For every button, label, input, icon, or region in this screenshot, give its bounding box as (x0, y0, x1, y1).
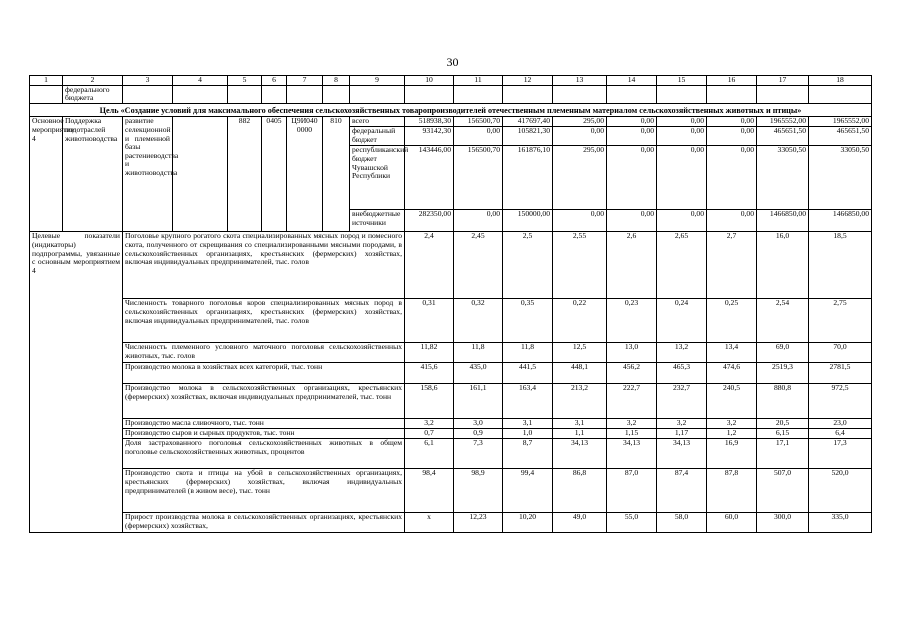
indicator-value: 415,6 (405, 363, 454, 384)
indicator-value: 1,15 (607, 429, 657, 439)
indicator-value: 34,13 (553, 439, 607, 469)
indicator-name: Численность племенного условного маточного поголовья сельскохозяйственных животных, тыс. голов (123, 343, 405, 363)
indicator-value: 2,75 (809, 299, 872, 343)
column-number: 7 (287, 76, 323, 86)
indicator-value: 0,23 (607, 299, 657, 343)
budget-code: 0405 (262, 117, 287, 232)
indicator-value: 3,1 (553, 419, 607, 429)
funding-value: 0,00 (607, 210, 657, 232)
funding-value: 0,00 (553, 127, 607, 146)
indicator-value: 0,24 (657, 299, 707, 343)
indicator-value: 13,4 (707, 343, 757, 363)
indicator-value: 163,4 (503, 384, 553, 419)
indicator-value: 11,82 (405, 343, 454, 363)
indicator-value: 0,32 (454, 299, 503, 343)
indicator-name: Производство скота и птицы на убой в сельскохозяйственных организациях, крестьянских (фермерских) хозяйствах, включая индивидуальных предпринимателей (в живом весе), тыс. тонн (123, 469, 405, 513)
indicator-value: 0,9 (454, 429, 503, 439)
column-number: 8 (323, 76, 350, 86)
indicator-value: 0,35 (503, 299, 553, 343)
funding-value: 282350,00 (405, 210, 454, 232)
funding-source: всего (350, 117, 405, 127)
funding-row (30, 117, 872, 127)
funding-value: 0,00 (454, 210, 503, 232)
column-number-row (30, 76, 872, 86)
indicator-value: 34,13 (607, 439, 657, 469)
funding-value: 150000,00 (503, 210, 553, 232)
indicator-value: 23,0 (809, 419, 872, 429)
indicator-value: 18,5 (809, 232, 872, 299)
funding-value: 0,00 (707, 210, 757, 232)
indicator-name: Производство сыров и сырных продуктов, тыс. тонн (123, 429, 405, 439)
indicator-row (30, 299, 872, 343)
indicator-row (30, 363, 872, 384)
indicator-value: 11,8 (503, 343, 553, 363)
indicator-value: 87,4 (657, 469, 707, 513)
indicator-value: 456,2 (607, 363, 657, 384)
funding-value: 0,00 (707, 117, 757, 127)
indicator-name: Прирост производства молока в сельскохозяйственных организациях, крестьянских (фермерских) хозяйствах, (123, 513, 405, 533)
indicator-value: 2,65 (657, 232, 707, 299)
indicator-value: 6,15 (757, 429, 809, 439)
indicator-value: 300,0 (757, 513, 809, 533)
funding-source: федеральный бюджет (350, 127, 405, 146)
column-number: 16 (707, 76, 757, 86)
indicator-value: 3,1 (503, 419, 553, 429)
funding-value: 295,00 (553, 117, 607, 127)
indicator-value: 1,2 (707, 429, 757, 439)
indicator-name: Производство масла сливочного, тыс. тонн (123, 419, 405, 429)
indicator-value: 49,0 (553, 513, 607, 533)
funding-value: 0,00 (707, 127, 757, 146)
column-number: 1 (30, 76, 63, 86)
indicator-value: 474,6 (707, 363, 757, 384)
program-table (29, 75, 872, 533)
funding-value: 156500,70 (454, 117, 503, 127)
budget-continuation-row (30, 85, 872, 103)
indicator-value: 3,0 (454, 419, 503, 429)
indicator-value: 3,2 (707, 419, 757, 429)
column-number: 11 (454, 76, 503, 86)
indicator-value: 520,0 (809, 469, 872, 513)
empty-cell (173, 117, 228, 232)
funding-value: 0,00 (607, 117, 657, 127)
column-number: 18 (809, 76, 872, 86)
indicator-value: 69,0 (757, 343, 809, 363)
indicator-value: 16,9 (707, 439, 757, 469)
indicator-value: 98,4 (405, 469, 454, 513)
indicator-value: 507,0 (757, 469, 809, 513)
event-name: Основное мероприятие 4 (30, 117, 63, 232)
indicator-value: 2,54 (757, 299, 809, 343)
indicator-name: Производство молока в сельскохозяйственных организациях, крестьянских (фермерских) хозяйствах, включая индивидуальных предпринимателей, тыс. тонн (123, 384, 405, 419)
indicator-value: 7,3 (454, 439, 503, 469)
indicator-value: 2,5 (503, 232, 553, 299)
indicator-value: 8,7 (503, 439, 553, 469)
indicator-name: Производство молока в хозяйствах всех категорий, тыс. тонн (123, 363, 405, 384)
column-number: 14 (607, 76, 657, 86)
funding-value: 105821,30 (503, 127, 553, 146)
indicator-value: 2,7 (707, 232, 757, 299)
funding-value: 465651,50 (809, 127, 872, 146)
column-number: 3 (123, 76, 173, 86)
event-direction: развитие селекционной и племенной базы растениеводства и животноводства (123, 117, 173, 232)
indicator-value: 2,4 (405, 232, 454, 299)
funding-value: 93142,30 (405, 127, 454, 146)
indicator-value: 6,4 (809, 429, 872, 439)
indicator-value: 448,1 (553, 363, 607, 384)
indicator-row (30, 384, 872, 419)
indicator-value: 86,8 (553, 469, 607, 513)
funding-value: 417697,40 (503, 117, 553, 127)
column-number: 12 (503, 76, 553, 86)
funding-value: 518938,30 (405, 117, 454, 127)
indicator-value: 10,20 (503, 513, 553, 533)
funding-value: 161876,10 (503, 146, 553, 210)
indicators-label: Целевые показатели (индикаторы) подпрограммы, увязанные с основным мероприятием 4 (30, 232, 123, 533)
goal-text: Цель «Создание условий для максимального обеспечения сельскохозяйственных товаропроизводителей отечественным племенным материалом сельскохозяйственных животных и птицы» (30, 103, 872, 117)
indicator-row (30, 419, 872, 429)
funding-value: 0,00 (657, 117, 707, 127)
indicator-value: 161,1 (454, 384, 503, 419)
funding-value: 0,00 (707, 146, 757, 210)
indicator-value: 70,0 (809, 343, 872, 363)
funding-value: 0,00 (607, 127, 657, 146)
funding-value: 33050,50 (757, 146, 809, 210)
indicator-value: 87,0 (607, 469, 657, 513)
indicator-value: 2519,3 (757, 363, 809, 384)
indicator-name: Численность товарного поголовья коров специализированных мясных пород в сельскохозяйственных организациях, крестьянских (фермерских) хозяйствах, включая индивидуальных предпринимателей, тыс. голов (123, 299, 405, 343)
indicator-row (30, 232, 872, 299)
funding-value: 0,00 (454, 127, 503, 146)
indicator-value: 87,8 (707, 469, 757, 513)
indicator-value: 0,31 (405, 299, 454, 343)
column-number: 5 (228, 76, 262, 86)
indicator-value: 232,7 (657, 384, 707, 419)
column-number: 13 (553, 76, 607, 86)
funding-value: 0,00 (607, 146, 657, 210)
indicator-row (30, 439, 872, 469)
indicator-value: 0,7 (405, 429, 454, 439)
indicator-value: 20,5 (757, 419, 809, 429)
indicator-value: 0,25 (707, 299, 757, 343)
indicator-value: 99,4 (503, 469, 553, 513)
indicator-value: 1,1 (553, 429, 607, 439)
funding-value: 33050,50 (809, 146, 872, 210)
indicator-value: 3,2 (657, 419, 707, 429)
column-number: 2 (63, 76, 123, 86)
indicator-value: 3,2 (405, 419, 454, 429)
indicator-value: 55,0 (607, 513, 657, 533)
funding-value: 465651,50 (757, 127, 809, 146)
indicator-value: 335,0 (809, 513, 872, 533)
funding-source: внебюджетные источники (350, 210, 405, 232)
funding-value: 1965552,00 (809, 117, 872, 127)
column-number: 9 (350, 76, 405, 86)
indicator-value: 17,3 (809, 439, 872, 469)
indicator-value: 0,22 (553, 299, 607, 343)
goal-row (30, 103, 872, 117)
indicator-value: 222,7 (607, 384, 657, 419)
indicator-row (30, 513, 872, 533)
indicator-value: 2,45 (454, 232, 503, 299)
column-number: 6 (262, 76, 287, 86)
column-number: 10 (405, 76, 454, 86)
column-number: 17 (757, 76, 809, 86)
funding-value: 156500,70 (454, 146, 503, 210)
funding-value: 0,00 (657, 127, 707, 146)
column-number: 4 (173, 76, 228, 86)
funding-value: 1965552,00 (757, 117, 809, 127)
indicator-row (30, 343, 872, 363)
funding-source: республиканский бюджет Чувашской Республики (350, 146, 405, 210)
funding-value: 143446,00 (405, 146, 454, 210)
indicator-value: 2,55 (553, 232, 607, 299)
indicator-value: 880,8 (757, 384, 809, 419)
funding-value: 0,00 (657, 210, 707, 232)
indicator-name: Доля застрахованного поголовья сельскохозяйственных животных в общем поголовье сельскохозяйственных животных, процентов (123, 439, 405, 469)
indicator-value: 465,3 (657, 363, 707, 384)
indicator-name: Поголовье крупного рогатого скота специализированных мясных пород и помесного скота, полученного от скрещивания со специализированными мясными породами, в сельскохозяйственных организациях, крестьянских (фермерских) хозяйствах, включая индивидуальных предпринимателей, тыс. голов (123, 232, 405, 299)
indicator-value: 1,17 (657, 429, 707, 439)
column-number: 15 (657, 76, 707, 86)
budget-code: 810 (323, 117, 350, 232)
indicator-value: 2781,5 (809, 363, 872, 384)
indicator-value: 16,0 (757, 232, 809, 299)
indicator-value: 2,6 (607, 232, 657, 299)
indicator-value: 1,0 (503, 429, 553, 439)
funding-value: 0,00 (657, 146, 707, 210)
indicator-value: 60,0 (707, 513, 757, 533)
indicator-value: 12,23 (454, 513, 503, 533)
indicator-value: 6,1 (405, 439, 454, 469)
budget-continuation-cell: федерального бюджета (63, 85, 123, 103)
indicator-value: 213,2 (553, 384, 607, 419)
funding-value: 0,00 (553, 210, 607, 232)
budget-code: 882 (228, 117, 262, 232)
page-number: 30 (446, 55, 459, 69)
indicator-value: 158,6 (405, 384, 454, 419)
funding-value: 295,00 (553, 146, 607, 210)
indicator-value: 11,8 (454, 343, 503, 363)
indicator-value: 13,0 (607, 343, 657, 363)
indicator-row (30, 429, 872, 439)
indicator-value: 58,0 (657, 513, 707, 533)
funding-value: 1466850,00 (757, 210, 809, 232)
indicator-row (30, 469, 872, 513)
budget-code: Ц9И040 0000 (287, 117, 323, 232)
indicator-value: 3,2 (607, 419, 657, 429)
indicator-value: 435,0 (454, 363, 503, 384)
indicator-value: 240,5 (707, 384, 757, 419)
funding-value: 1466850,00 (809, 210, 872, 232)
event-title: Поддержка подотраслей животноводства (63, 117, 123, 232)
indicator-value: 13,2 (657, 343, 707, 363)
indicator-value: 12,5 (553, 343, 607, 363)
indicator-value: 98,9 (454, 469, 503, 513)
indicator-value: 34,13 (657, 439, 707, 469)
indicator-value: 972,5 (809, 384, 872, 419)
indicator-value: х (405, 513, 454, 533)
indicator-value: 441,5 (503, 363, 553, 384)
indicator-value: 17,1 (757, 439, 809, 469)
